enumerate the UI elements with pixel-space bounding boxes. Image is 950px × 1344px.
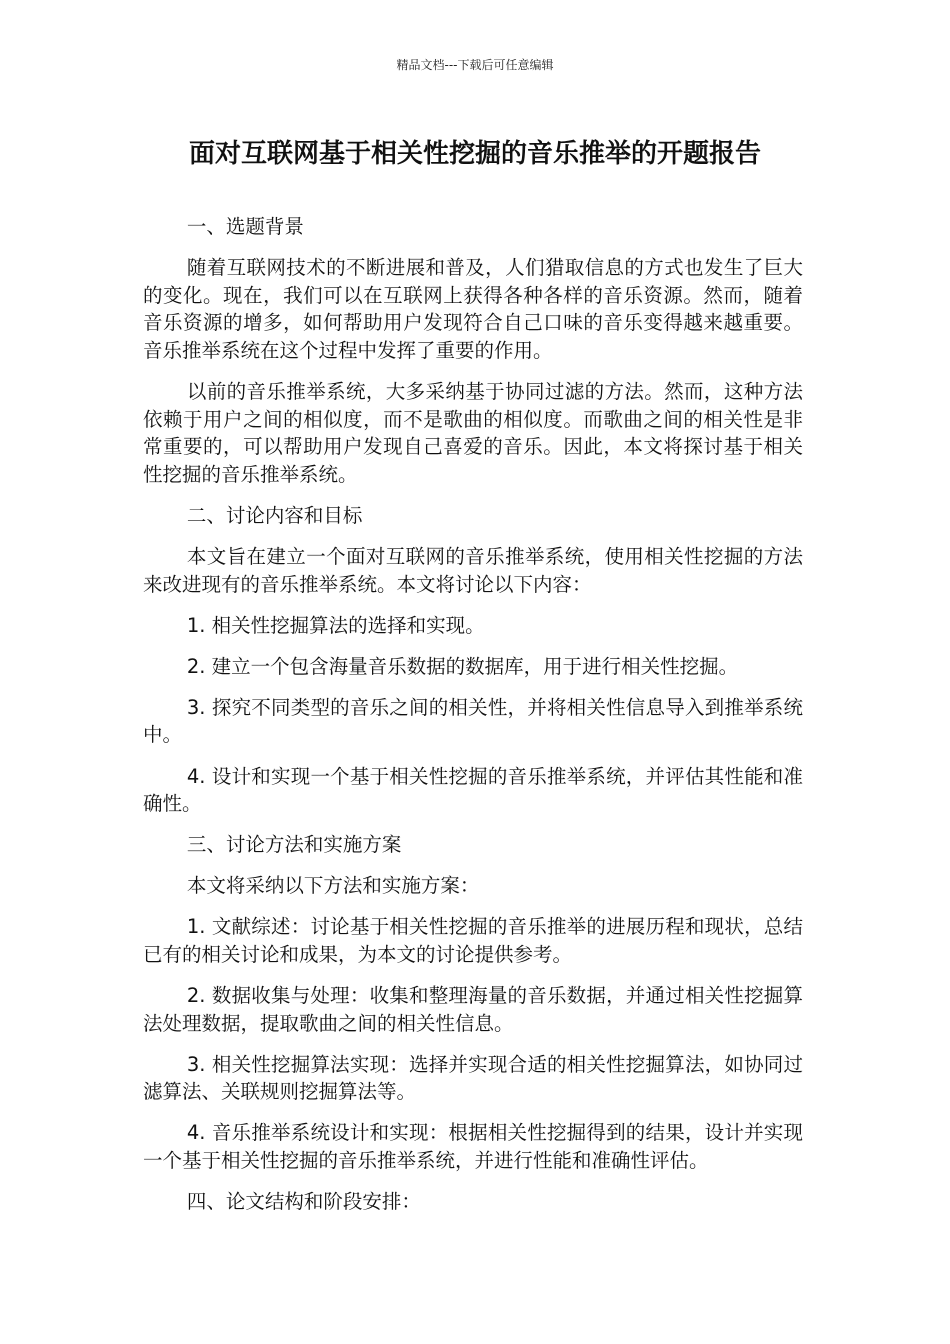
list-item: 2. 数据收集与处理：收集和整理海量的音乐数据，并通过相关性挖掘算法处理数据，提取歌曲之间的相关性信息。 xyxy=(143,984,803,1035)
document-body xyxy=(143,213,803,1216)
paragraph: 本文将采纳以下方法和实施方案： xyxy=(186,874,480,898)
section-heading-structure: 四、论文结构和阶段安排： xyxy=(186,1190,421,1214)
list-item: 3. 相关性挖掘算法实现：选择并实现合适的相关性挖掘算法，如协同过滤算法、关联规则挖掘算法等。 xyxy=(143,1052,803,1104)
list-item: 3. 探究不同类型的音乐之间的相关性，并将相关性信息导入到推举系统中。 xyxy=(143,695,803,747)
list-item: 2. 建立一个包含海量音乐数据的数据库，用于进行相关性挖掘。 xyxy=(186,654,739,678)
section-heading-methods: 三、讨论方法和实施方案 xyxy=(186,833,402,857)
section-heading-background: 一、选题背景 xyxy=(186,215,304,238)
list-item: 1. 相关性挖掘算法的选择和实现。 xyxy=(186,613,485,637)
paragraph: 本文旨在建立一个面对互联网的音乐推举系统，使用相关性挖掘的方法来改进现有的音乐推举系统。本文将讨论以下内容： xyxy=(143,544,803,596)
paragraph: 以前的音乐推举系统，大多采纳基于协同过滤的方法。然而，这种方法依赖于用户之间的相似度，而不是歌曲的相似度。而歌曲之间的相关性是非常重要的，可以帮助用户发现自己喜爱的音乐。因此，本文将探讨基于相关性挖掘的音乐推举系统。 xyxy=(143,379,803,486)
document-title: 面对互联网基于相关性挖掘的音乐推举的开题报告 xyxy=(188,139,761,169)
list-item: 1. 文献综述：讨论基于相关性挖掘的音乐推举的进展历程和现状，总结已有的相关讨论和成果，为本文的讨论提供参考。 xyxy=(143,915,803,966)
list-item: 4. 音乐推举系统设计和实现：根据相关性挖掘得到的结果，设计并实现一个基于相关性挖掘的音乐推举系统，并进行性能和准确性评估。 xyxy=(143,1121,803,1173)
section-heading-content-goals: 二、讨论内容和目标 xyxy=(186,503,363,527)
page-header: 精品文档---下载后可任意编辑 xyxy=(396,58,554,72)
paragraph: 随着互联网技术的不断进展和普及，人们猎取信息的方式也发生了巨大的变化。现在，我们可以在互联网上获得各种各样的音乐资源。然而，随着音乐资源的增多，如何帮助用户发现符合自己口味的音乐变得越来越重要。音乐推举系统在这个过程中发挥了重要的作用。 xyxy=(143,256,803,362)
list-item: 4. 设计和实现一个基于相关性挖掘的音乐推举系统，并评估其性能和准确性。 xyxy=(143,764,803,816)
